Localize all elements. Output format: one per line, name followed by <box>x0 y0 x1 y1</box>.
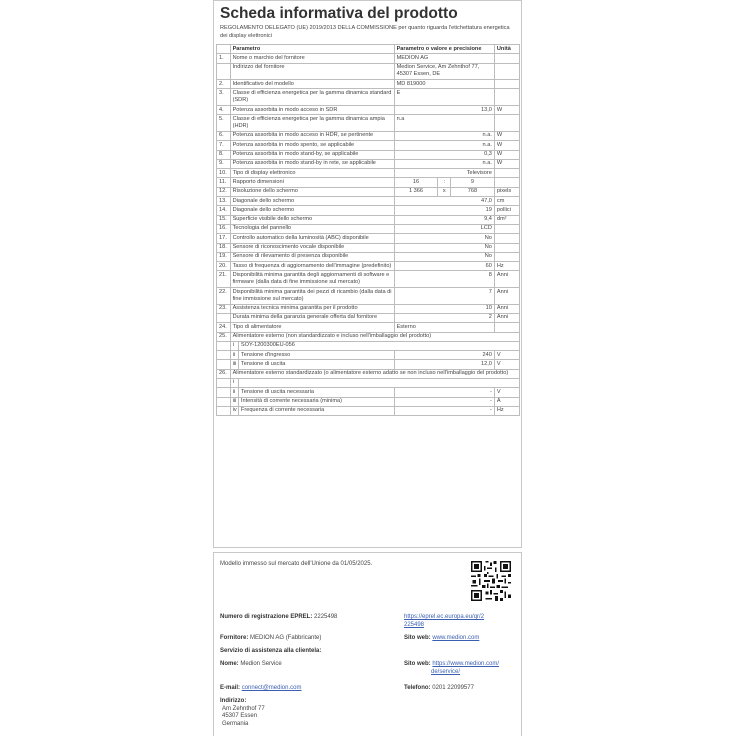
table-row: ii Tensione di uscita necessaria - V <box>217 388 520 397</box>
header-value: Parametro o valore e precisione <box>394 45 494 54</box>
table-row: 13. Diagonale dello schermo 47,0 cm <box>217 197 520 206</box>
address-label: Indirizzo: <box>220 698 247 704</box>
table-row: 7. Potenza assorbita in modo spento, se applicabile n.a. W <box>217 141 520 150</box>
supplier-label: Fornitore: <box>220 635 249 641</box>
table-row: 17. Controllo automatico della luminosità (ABC) disponibile No <box>217 234 520 243</box>
table-row: 23. Assistenza tecnica minima garantita per il prodotto 10 Anni <box>217 304 520 313</box>
table-row: Durata minima della garanzia generale offerta dal fornitore 2 Anni <box>217 313 520 322</box>
eprel-link[interactable]: https://eprel.ec.europa.eu/qr/2 225498 <box>404 614 485 628</box>
table-row: i <box>217 378 520 387</box>
customer-service-heading: Servizio di assistenza alla clientela: <box>220 648 322 654</box>
eprel-number: 2225498 <box>314 614 338 620</box>
address-street: Am Zehnthof 77 <box>222 705 265 712</box>
service-website-label: Sito web: <box>404 661 431 667</box>
table-row: 14. Diagonale dello schermo 19 pollici <box>217 206 520 215</box>
header-unit: Unità <box>494 45 519 54</box>
product-information-sheet <box>213 0 522 548</box>
table-row: 1. Nome o marchio del fornitore MEDION AG <box>217 54 520 63</box>
service-website-link-cont[interactable]: de/service/ <box>431 668 461 675</box>
email-link[interactable]: connect@medion.com <box>241 685 302 691</box>
table-row: 8. Potenza assorbita in modo stand-by, se applicabile 0,3 W <box>217 150 520 159</box>
phone-number: 0201 22099577 <box>432 685 474 691</box>
table-row: 5. Classe di efficienza energetica per la gamma dinamica ampia (HDR) n.a <box>217 115 520 132</box>
table-row: ii Tensione d'ingresso 240 V <box>217 351 520 360</box>
table-row: 12. Risoluzione dello schermo 1 366 x 768 pixels <box>217 187 520 196</box>
address-country: Germania <box>222 720 249 727</box>
supplier-name: MEDION AG (Fabbricante) <box>250 635 322 641</box>
table-row: Indirizzo del fornitore Medion Service, Am Zehnthof 77, 45307 Essen, DE <box>217 63 520 80</box>
table-row: 19. Sensore di rilevamento di presenza disponibile No <box>217 252 520 261</box>
table-row: 4. Potenza assorbita in modo acceso in SDR 13,0 W <box>217 106 520 115</box>
table-row: 18. Sensore di riconoscimento vocale disponibile No <box>217 243 520 252</box>
table-row: 2. Identificativo del modello MD 819000 <box>217 80 520 89</box>
table-row: 6. Potenza assorbita in modo acceso in HDR, se pertinente n.a. W <box>217 131 520 140</box>
service-name-label: Nome: <box>220 661 239 667</box>
table-row: iii Tensione di uscita 12,0 V <box>217 360 520 369</box>
table-row: 22. Disponibilità minima garantita dei pezzi di ricambio (dalla data di fine immissione sul mercato) 7 Anni <box>217 288 520 305</box>
service-website-link[interactable]: https://www.medion.com/ <box>432 661 500 667</box>
page-title: Scheda informativa del prodotto <box>220 5 458 22</box>
regulation-subtitle: REGOLAMENTO DELEGATO (UE) 2019/2013 DELLA COMMISSIONE per quanto riguarda l'etichettatura energetica dei display elettronici <box>220 25 510 39</box>
table-header-row <box>217 45 520 54</box>
table-row: 24. Tipo di alimentatore Esterno <box>217 323 520 332</box>
table-row: 25. Alimentatore esterno (non standardizzato e incluso nell'imballaggio del prodotto) <box>217 332 520 341</box>
website-label: Sito web: <box>404 635 431 641</box>
qr-code-icon[interactable] <box>471 561 511 601</box>
header-parameter: Parametro <box>230 45 394 54</box>
table-row: 11. Rapporto dimensioni 16 : 9 <box>217 178 520 187</box>
product-parameters-table <box>216 44 520 416</box>
table-row: 20. Tasso di frequenza di aggiornamento dell'immagine (predefinito) 60 Hz <box>217 262 520 271</box>
table-row: i SOY-1200300EU-056 <box>217 341 520 350</box>
table-row: 9. Potenza assorbita in modo stand-by in rete, se applicabile n.a. W <box>217 159 520 168</box>
market-note: Modello immesso sul mercato dell'Unione da 01/05/2025. <box>220 561 373 567</box>
table-row: iv Frequenza di corrente necessaria - Hz <box>217 406 520 415</box>
address-block <box>220 698 265 728</box>
table-row: 10. Tipo di display elettronico Televisore <box>217 169 520 178</box>
table-row: 21. Disponibilità minima garantita degli aggiornamenti di software e firmware (dalla data di fine immissione sul mercato) 8 Anni <box>217 271 520 288</box>
email-label: E-mail: <box>220 685 241 691</box>
service-name: Medion Service <box>240 661 282 667</box>
contact-info-panel <box>213 552 522 736</box>
table-row: 16. Tecnologia del pannello LCD <box>217 224 520 233</box>
table-row: 3. Classe di efficienza energetica per la gamma dinamica standard (SDR) E <box>217 89 520 106</box>
table-row: iii Intensità di corrente necessaria (minima) - A <box>217 397 520 406</box>
table-row: 15. Superficie visibile dello schermo 9,4 dm² <box>217 215 520 224</box>
website-link[interactable]: www.medion.com <box>432 635 480 641</box>
phone-label: Telefono: <box>404 685 431 691</box>
address-city: 45307 Essen <box>222 713 258 720</box>
table-row: 26. Alimentatore esterno standardizzato (o alimentatore esterno adatto se non incluso nell'imballaggio del prodotto) <box>217 369 520 378</box>
eprel-label: Numero di registrazione EPREL: <box>220 614 313 620</box>
